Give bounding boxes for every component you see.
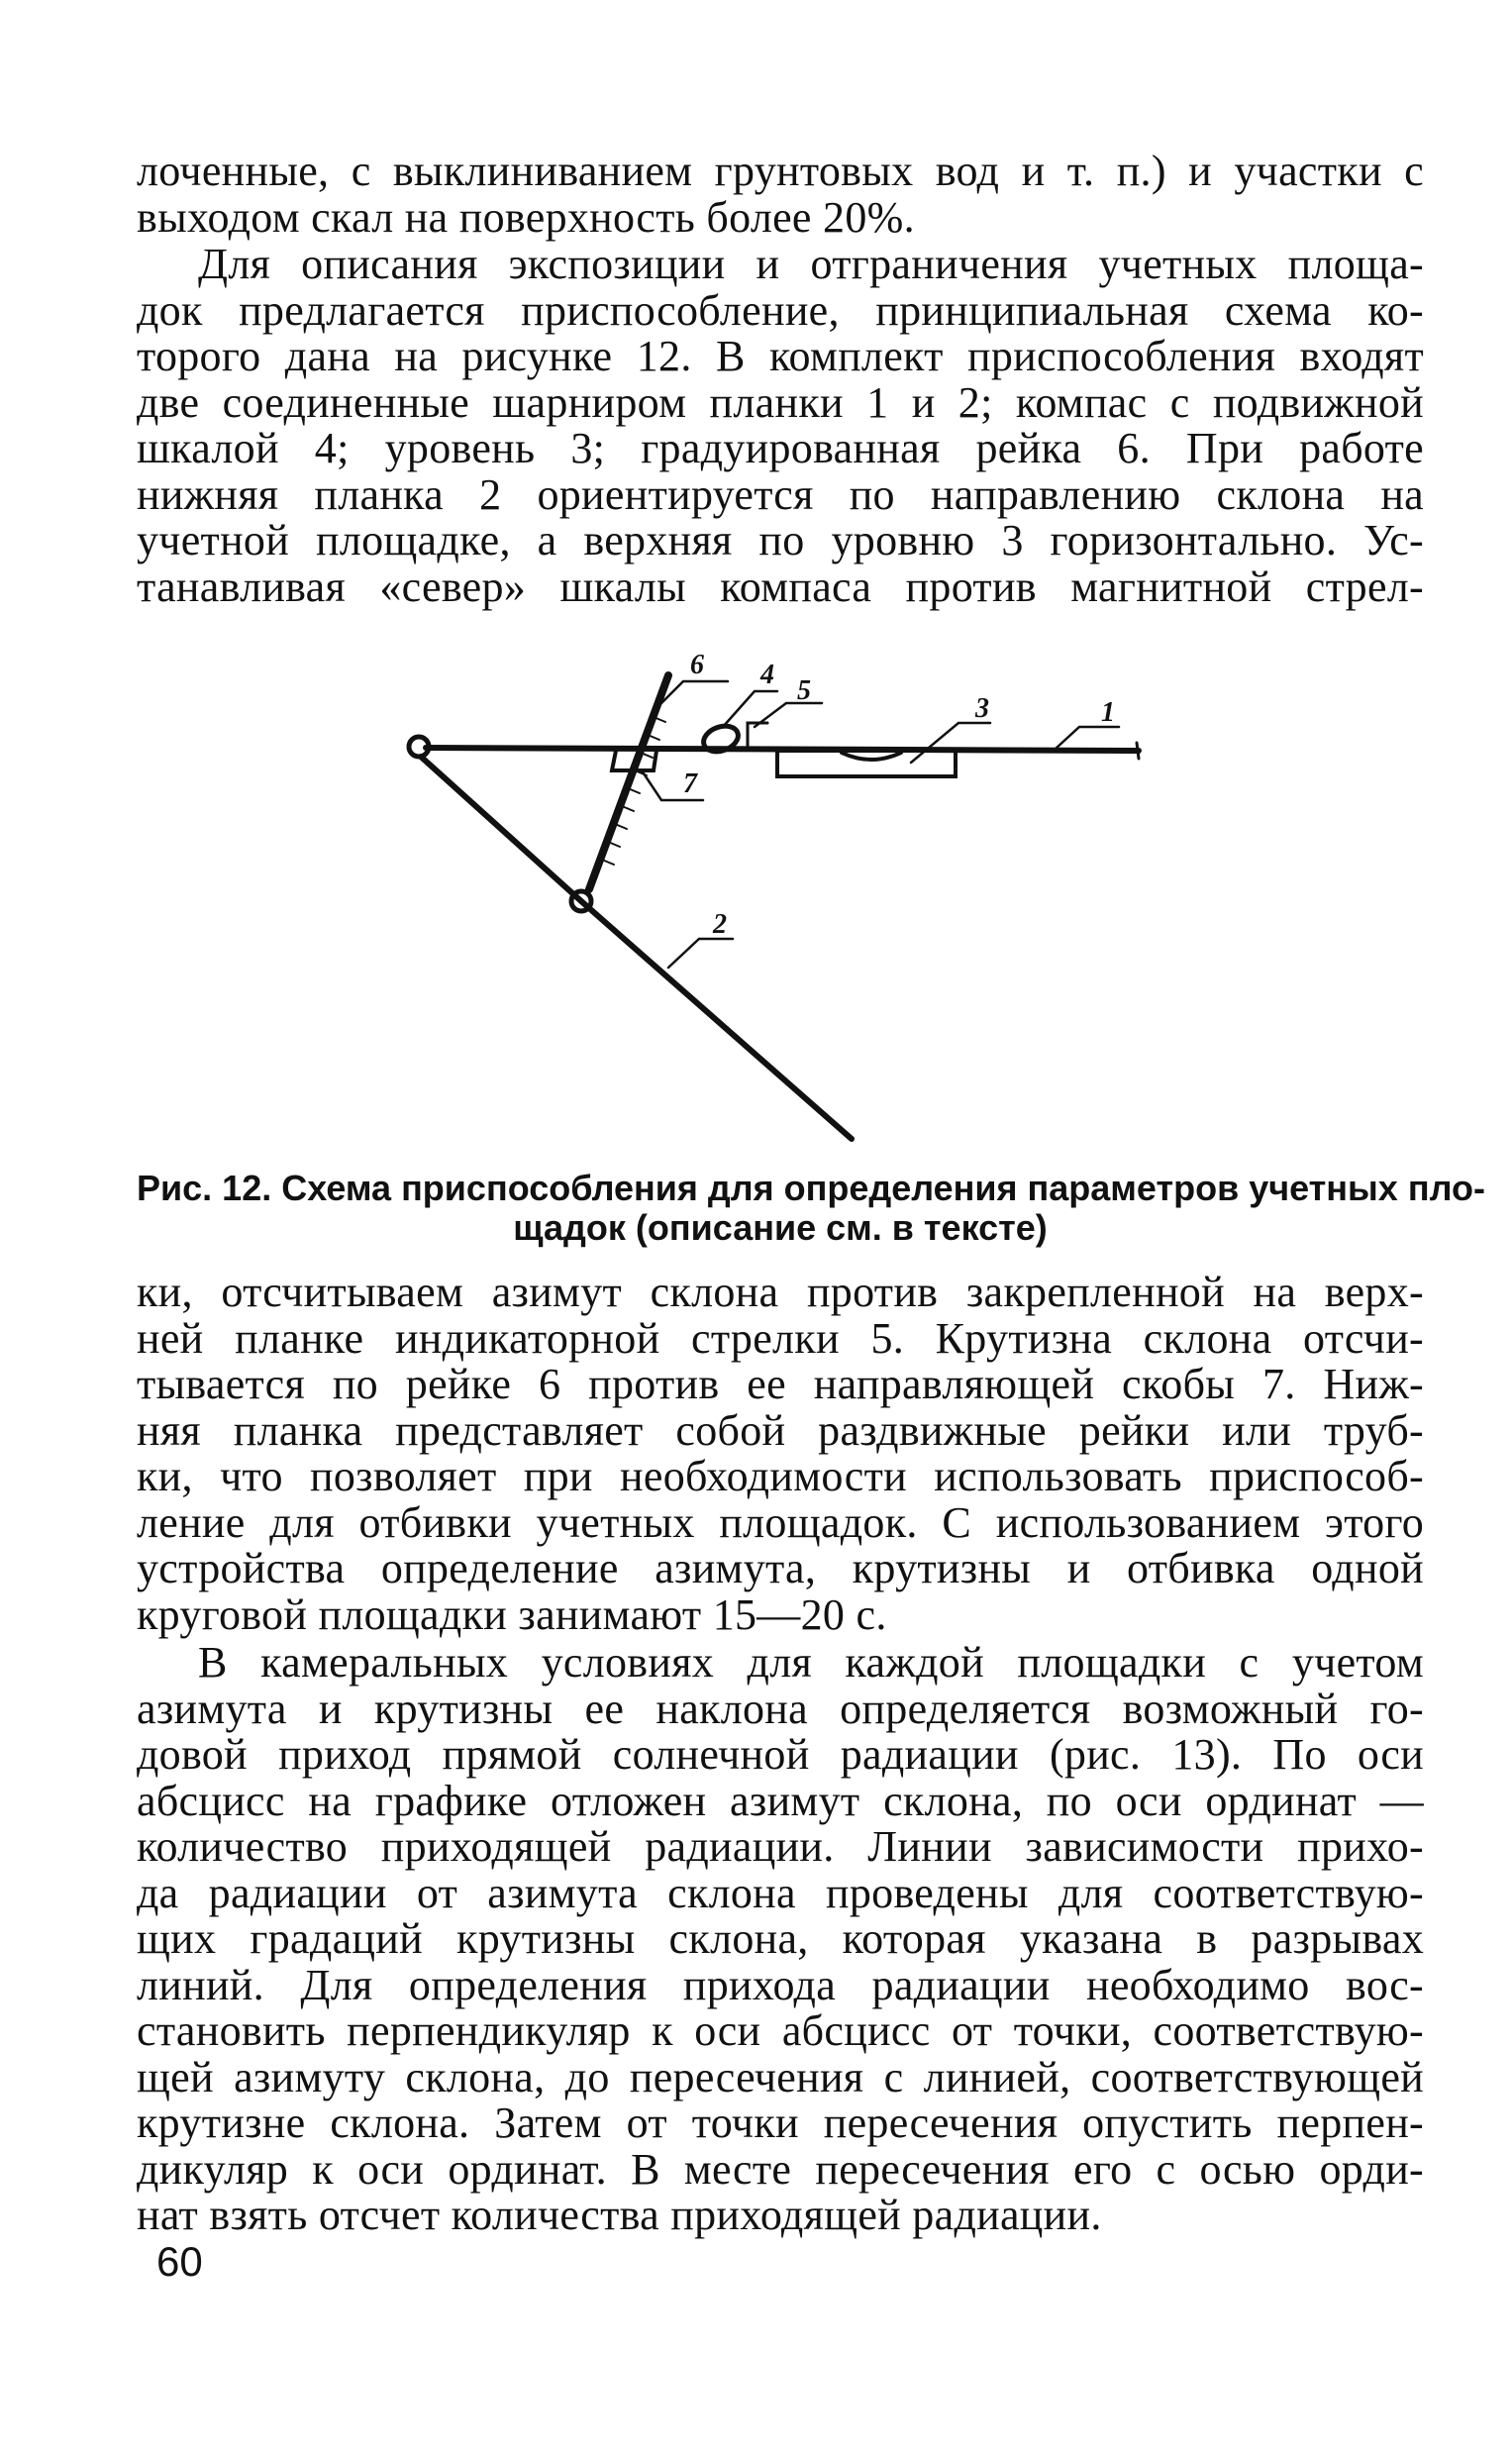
- page-number: 60: [156, 2238, 203, 2285]
- text-line: линий. Для определения прихода радиации необходимо вос-: [137, 1960, 1424, 2009]
- text-line: ней планке индикаторной стрелки 5. Крутизна склона отсчи-: [137, 1313, 1424, 1363]
- figure-caption: [137, 1168, 1485, 1248]
- text-line: щих градаций крутизны склона, которая указана в разрывах: [137, 1914, 1424, 1963]
- plank-end-mark: [1137, 743, 1139, 759]
- label-7: 7: [683, 768, 697, 799]
- text-line: ление для отбивки учетных площадок. С использованием этого: [137, 1497, 1424, 1547]
- label-6: 6: [690, 650, 704, 680]
- text-line: абсцисс на графике отложен азимут склона, по оси ординат —: [137, 1776, 1424, 1825]
- text-line: количество приходящей радиации. Линии зависимости прихо-: [137, 1822, 1424, 1871]
- text-line: В камеральных условиях для каждой площадки с учетом: [198, 1638, 1424, 1687]
- connecting-line: [421, 757, 581, 901]
- label-5: 5: [797, 675, 811, 706]
- paragraph-device-description: [137, 242, 1424, 610]
- indicator-arrow-shape: [748, 723, 767, 747]
- caption-line: Рис. 12. Схема приспособления для определения параметров учетных пло-: [137, 1168, 1485, 1208]
- text-line: торого дана на рисунке 12. В комплект приспособления входят: [137, 332, 1424, 380]
- text-line: две соединенные шарниром планки 1 и 2; компас с подвижной: [137, 377, 1424, 427]
- leader-line-3: [911, 723, 990, 763]
- leader-line-1: [1056, 727, 1119, 749]
- level-bubble-shape: [842, 753, 901, 760]
- text-line: нижняя планка 2 ориентируется по направлению склона на: [137, 469, 1424, 519]
- paragraph-top: [137, 149, 1424, 241]
- text-line: крутизне склона. Затем от точки пересечения опустить перпен-: [137, 2099, 1424, 2147]
- text-line: становить перпендикуляр к оси абсцисс от точки, соответствую-: [137, 2006, 1424, 2055]
- text-line: дикуляр к оси ординат. В месте пересечения его с осью орди-: [137, 2144, 1424, 2194]
- label-2: 2: [713, 909, 727, 940]
- text-line: азимута и крутизны ее наклона определяется возможный го-: [137, 1684, 1424, 1733]
- label-1: 1: [1101, 697, 1115, 728]
- level-box: [777, 751, 956, 776]
- text-line: учетной площадке, а верхняя по уровню 3 горизонтально. Ус-: [137, 516, 1424, 564]
- label-3: 3: [975, 693, 989, 724]
- text-line: устройства определение азимута, крутизны и отбивка одной: [137, 1544, 1424, 1592]
- text-line: док предлагается приспособление, принципиальная схема ко-: [137, 285, 1424, 335]
- figure-12-diagram: [386, 624, 1159, 1178]
- text-line: выходом скал на поверхность более 20%.: [137, 192, 915, 242]
- text-line: лоченные, с выклиниванием грунтовых вод и т. п.) и участки с: [137, 147, 1424, 195]
- caption-line: щадок (описание см. в тексте): [513, 1207, 1048, 1248]
- paragraph-usage: [137, 1270, 1424, 1638]
- text-line: шкалой 4; уровень 3; градуированная рейка 6. При работе: [137, 424, 1424, 472]
- text-line: довой приход прямой солнечной радиации (рис. 13). По оси: [137, 1730, 1424, 1779]
- paragraph-radiation: [137, 1640, 1424, 2239]
- text-line: да радиации от азимута склона проведены для соответствую-: [137, 1868, 1424, 1917]
- text-line: тывается по рейке 6 против ее направляющей скобы 7. Ниж-: [137, 1360, 1424, 1408]
- text-line: няя планка представляет собой раздвижные рейки или труб-: [137, 1405, 1424, 1455]
- text-line: ки, что позволяет при необходимости использовать приспособ-: [137, 1452, 1424, 1500]
- text-line: ки, отсчитываем азимут склона против закрепленной на верх-: [137, 1268, 1424, 1316]
- label-4: 4: [760, 660, 774, 690]
- text-line: Для описания экспозиции и отграничения учетных площа-: [198, 240, 1424, 288]
- text-line: щей азимуту склона, до пересечения с линией, соответствующей: [137, 2052, 1424, 2101]
- text-line: нат взять отсчет количества приходящей радиации.: [137, 2191, 1102, 2239]
- leader-line-2: [668, 939, 733, 968]
- text-line: круговой площадки занимают 15—20 с.: [137, 1589, 887, 1639]
- text-line: танавливая «север» шкалы компаса против магнитной стрел-: [137, 562, 1424, 611]
